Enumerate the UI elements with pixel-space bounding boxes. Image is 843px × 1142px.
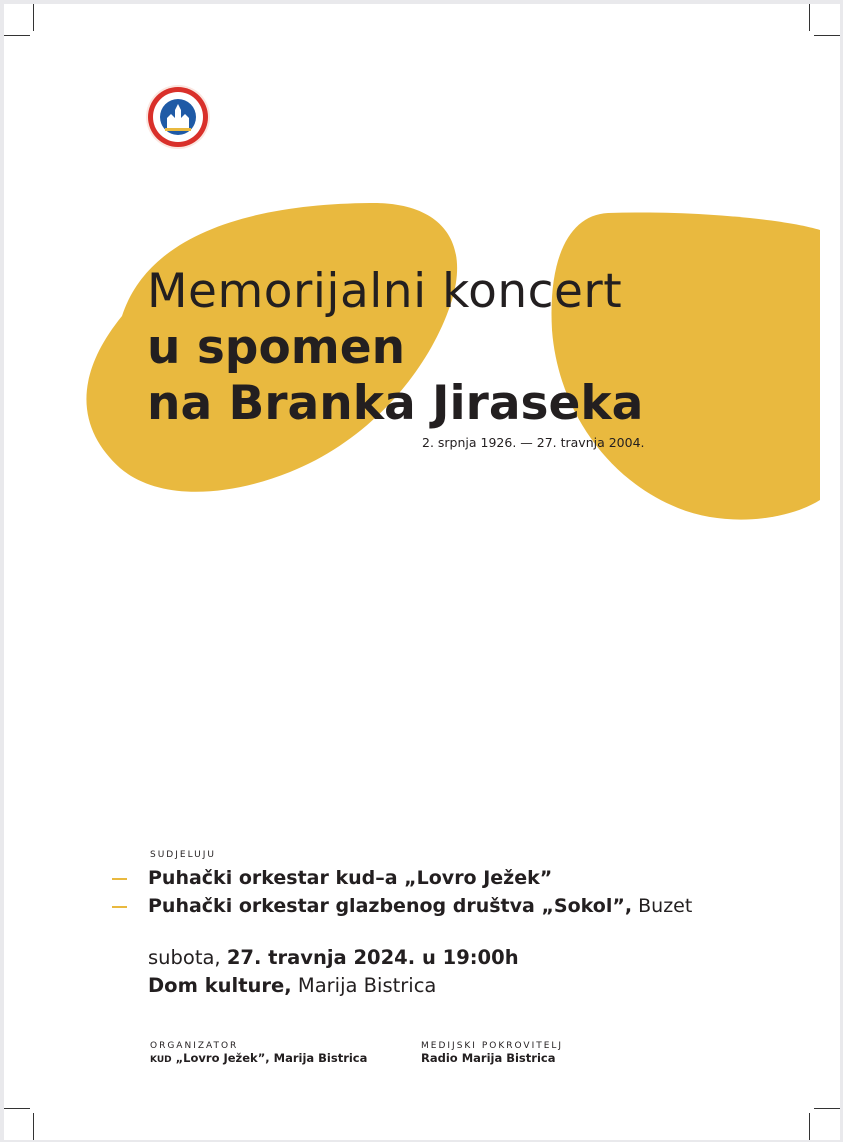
crop-mark xyxy=(4,1108,30,1109)
crop-mark xyxy=(4,35,30,36)
crop-mark xyxy=(809,4,810,31)
crop-mark xyxy=(814,35,840,36)
event-datetime: 27. travnja 2024. u 19:00h xyxy=(226,946,519,969)
dash-bullet xyxy=(112,906,127,908)
title-line-1: Memorijalni koncert xyxy=(147,264,623,319)
crop-mark xyxy=(33,4,34,31)
event-info xyxy=(148,946,519,1002)
event-town: Marija Bistrica xyxy=(291,974,437,997)
title-line-2: u spomen xyxy=(147,320,406,375)
poster-page xyxy=(4,4,840,1140)
kud-logo-seal xyxy=(145,84,211,150)
organizer-prefix: KUD xyxy=(150,1055,172,1065)
participants-label: SUDJELUJU xyxy=(150,850,216,860)
participant-place: Buzet xyxy=(632,895,693,917)
crop-mark xyxy=(33,1113,34,1140)
participant-name: Puhački orkestar kud–a „Lovro Ježek” xyxy=(148,867,553,889)
event-day: subota, xyxy=(148,946,227,969)
title-line-3: na Branka Jiraseka xyxy=(147,376,644,431)
participant-name: Puhački orkestar glazbenog društva „Sokol”, xyxy=(148,895,633,917)
crop-mark xyxy=(809,1113,810,1140)
media-sponsor-value: Radio Marija Bistrica xyxy=(421,1051,556,1065)
organizer-label: ORGANIZATOR xyxy=(150,1041,239,1051)
media-sponsor-label: MEDIJSKI POKROVITELJ xyxy=(421,1041,564,1051)
life-dates: 2. srpnja 1926. — 27. travnja 2004. xyxy=(422,435,645,450)
event-venue: Dom kulture, xyxy=(148,974,292,997)
dash-bullet xyxy=(112,878,127,880)
concert-title xyxy=(147,264,643,432)
organizer-value xyxy=(150,1051,367,1065)
crop-mark xyxy=(814,1108,840,1109)
organizer-name: „Lovro Ježek”, Marija Bistrica xyxy=(171,1051,368,1065)
